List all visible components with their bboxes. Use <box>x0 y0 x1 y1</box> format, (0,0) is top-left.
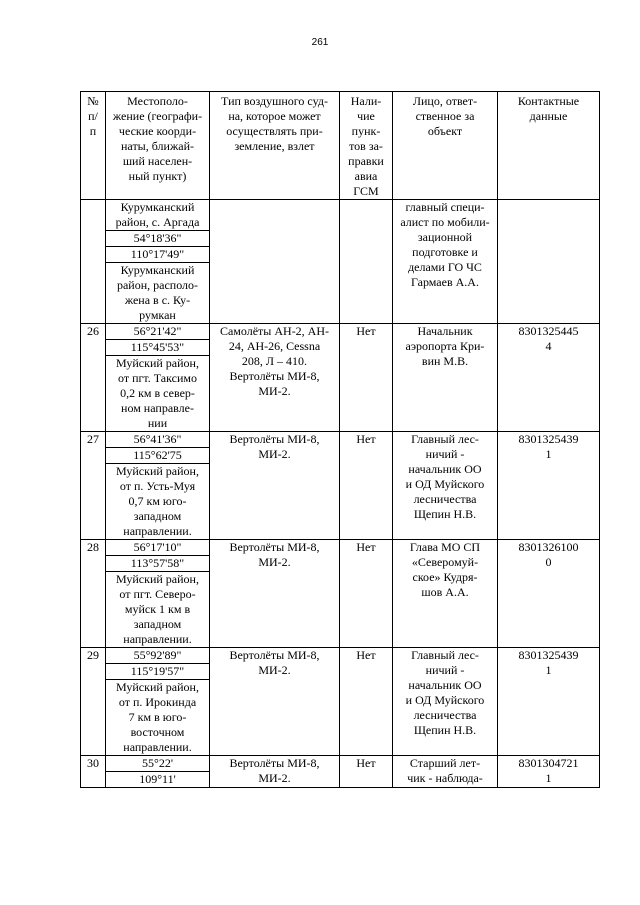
responsible-person: Главный лес- ничий - начальник ОО и ОД Муйского лесничества Щепин Н.В. <box>393 648 498 756</box>
table-row <box>81 648 600 664</box>
row-number: 30 <box>81 756 106 788</box>
latitude: 56°17'10" <box>106 540 210 556</box>
responsible-person: Главный лес- ничий - начальник ОО и ОД Муйского лесничества Щепин Н.В. <box>393 432 498 540</box>
contact-data: 8301304721 1 <box>498 756 600 788</box>
location-description: Муйский район, от пгт. Таксимо 0,2 км в север- ном направле- нии <box>106 356 210 432</box>
location-description: Курумканский район, располо- жена в с. Ку- румкан <box>106 263 210 324</box>
row-number: 26 <box>81 324 106 432</box>
contact-data: 8301325439 1 <box>498 432 600 540</box>
contact-data: 8301326100 0 <box>498 540 600 648</box>
responsible-person: Начальник аэропорта Кри- вин М.В. <box>393 324 498 432</box>
location-description: Муйский район, от п. Ирокинда 7 км в юго- восточном направлении. <box>106 680 210 756</box>
aircraft-type: Вертолёты МИ-8, МИ-2. <box>210 648 340 756</box>
responsible-person: Глава МО СП «Северомуй- ское» Кудря- шов А.А. <box>393 540 498 648</box>
longitude: 109°11' <box>106 772 210 788</box>
latitude: 56°21'42" <box>106 324 210 340</box>
page-number: 261 <box>311 37 329 48</box>
latitude: 56°41'36" <box>106 432 210 448</box>
fuel-availability: Нет <box>340 540 393 648</box>
location-description: Муйский район, от пгт. Северо- муйск 1 км в западном направлении. <box>106 572 210 648</box>
latitude: 55°22' <box>106 756 210 772</box>
fuel-availability: Нет <box>340 648 393 756</box>
row-number: 29 <box>81 648 106 756</box>
airfield-table <box>80 91 600 788</box>
table-row <box>81 756 600 772</box>
fuel-availability <box>340 200 393 324</box>
aircraft-type: Вертолёты МИ-8, МИ-2. <box>210 756 340 788</box>
aircraft-type: Вертолёты МИ-8, МИ-2. <box>210 432 340 540</box>
contact-data: 8301325439 1 <box>498 648 600 756</box>
fuel-availability: Нет <box>340 432 393 540</box>
longitude: 115°45'53" <box>106 340 210 356</box>
aircraft-type: Самолёты АН-2, АН- 24, АН-26, Cessna 208, Л – 410. Вертолёты МИ-8, МИ-2. <box>210 324 340 432</box>
aircraft-type: Вертолёты МИ-8, МИ-2. <box>210 540 340 648</box>
table-row <box>81 200 600 231</box>
header-location: Местополо- жение (географи- ческие коорди- наты, ближай- ший населен- ный пункт) <box>106 92 210 200</box>
responsible-person: Старший лет- чик - наблюда- <box>393 756 498 788</box>
contact-data: 8301325445 4 <box>498 324 600 432</box>
header-number: № п/ п <box>81 92 106 200</box>
table-header-row <box>81 92 600 200</box>
longitude: 115°62'75 <box>106 448 210 464</box>
location-district: Курумканский район, с. Аргада <box>106 200 210 231</box>
longitude: 115°19'57" <box>106 664 210 680</box>
aircraft-type <box>210 200 340 324</box>
header-responsible-person: Лицо, ответ- ственное за объект <box>393 92 498 200</box>
latitude: 55°92'89" <box>106 648 210 664</box>
fuel-availability: Нет <box>340 756 393 788</box>
contact-data <box>498 200 600 324</box>
table-row <box>81 432 600 448</box>
row-number <box>81 200 106 324</box>
row-number: 28 <box>81 540 106 648</box>
longitude: 110°17'49" <box>106 247 210 263</box>
table-row <box>81 540 600 556</box>
responsible-person: главный специ- алист по мобили- зационной подготовке и делами ГО ЧС Гармаев А.А. <box>393 200 498 324</box>
header-aircraft-type: Тип воздушного суд- на, которое может осуществлять при- земление, взлет <box>210 92 340 200</box>
header-fuel-station: Нали- чие пунк- тов за- правки авиа ГСМ <box>340 92 393 200</box>
table-row <box>81 324 600 340</box>
row-number: 27 <box>81 432 106 540</box>
location-description: Муйский район, от п. Усть-Муя 0,7 км юго- западном направлении. <box>106 464 210 540</box>
header-contact: Контактные данные <box>498 92 600 200</box>
latitude: 54°18'36" <box>106 231 210 247</box>
longitude: 113°57'58" <box>106 556 210 572</box>
fuel-availability: Нет <box>340 324 393 432</box>
